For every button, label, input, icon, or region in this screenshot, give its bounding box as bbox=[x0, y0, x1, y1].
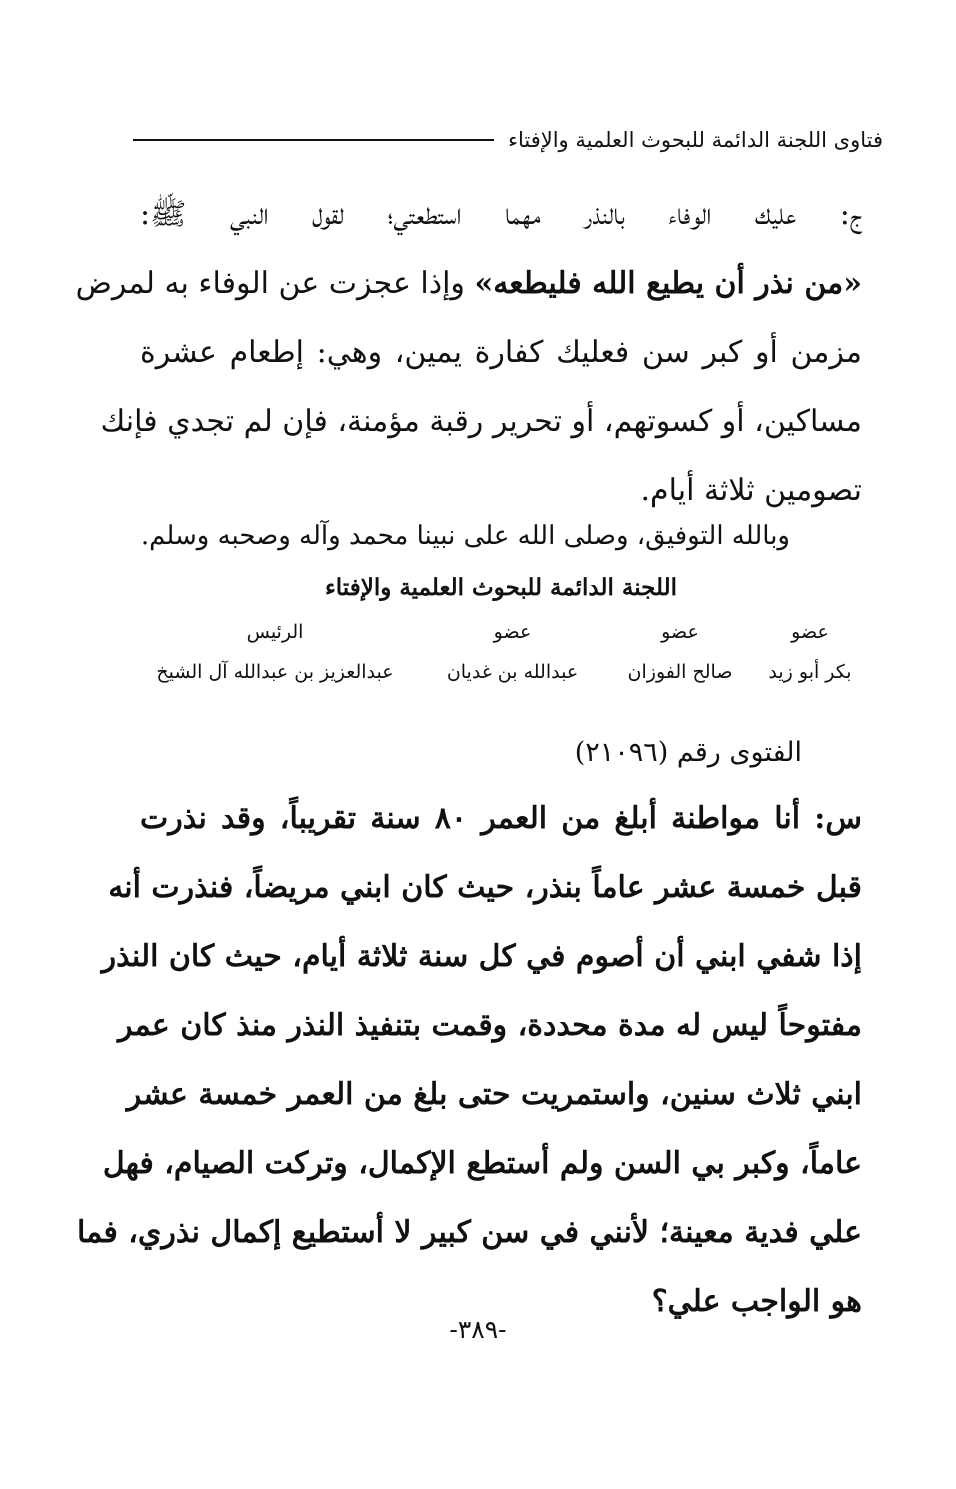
member-name: بكر أبو زيد bbox=[768, 661, 852, 683]
question-line: عاماً، وكبر بي السن ولم أستطع الإكمال، وتركت الصيام، فهل bbox=[102, 1146, 862, 1181]
member-role: الرئيس bbox=[246, 621, 304, 643]
question-line: إذا شفي ابني أن أصوم في كل سنة ثلاثة أيام، حيث كان النذر bbox=[101, 939, 862, 974]
committee-member bbox=[420, 612, 605, 692]
committee-member bbox=[140, 612, 410, 692]
fatwa-number: الفتوى رقم (٢١٠٩٦) bbox=[574, 737, 802, 768]
member-name: عبدالله بن غديان bbox=[446, 661, 579, 683]
committee-title: اللجنة الدائمة للبحوث العلمية والإفتاء bbox=[324, 574, 678, 601]
question-line: س: أنا مواطنة أبلغ من العمر ٨٠ سنة تقريباً، وقد نذرت bbox=[140, 801, 862, 836]
header-title: فتاوى اللجنة الدائمة للبحوث العلمية والإفتاء bbox=[508, 128, 883, 152]
page-number: -٣٨٩- bbox=[449, 1315, 507, 1344]
answer-paragraph bbox=[75, 180, 862, 525]
answer-line: تصومين ثلاثة أيام. bbox=[640, 473, 862, 508]
question-paragraph bbox=[76, 784, 862, 1336]
running-header bbox=[133, 120, 883, 160]
member-role: عضو bbox=[661, 621, 699, 643]
member-name: صالح الفوزان bbox=[627, 661, 733, 683]
question-line: ابني ثلاث سنين، واستمريت حتى بلغ من العمر خمسة عشر bbox=[126, 1077, 862, 1112]
answer-line: ج: عليك الوفاء بالنذر مهما استطعتي؛ لقول النبي ﷺ: bbox=[140, 197, 862, 232]
answer-line-hadith bbox=[75, 249, 862, 318]
answer-line-rest: وإذا عجزت عن الوفاء به لمرض bbox=[75, 266, 475, 301]
question-line: علي فدية معينة؛ لأنني في سن كبير لا أستطيع إكمال نذري، فما bbox=[76, 1215, 862, 1250]
answer-line: مساكين، أو كسوتهم، أو تحرير رقبة مؤمنة، فإن لم تجدي فإنك bbox=[100, 404, 862, 439]
answer-line: مزمن أو كبر سن فعليك كفارة يمين، وهي: إطعام عشرة bbox=[140, 335, 862, 370]
member-role: عضو bbox=[791, 621, 829, 643]
question-line: هو الواجب علي؟ bbox=[651, 1284, 862, 1319]
hadith-quote: «من نذر أن يطيع الله فليطعه» bbox=[474, 266, 862, 301]
member-name: عبدالعزيز بن عبدالله آل الشيخ bbox=[156, 661, 394, 683]
closing-prayer: وبالله التوفيق، وصلى الله على نبينا محمد وآله وصحبه وسلم. bbox=[140, 521, 790, 551]
member-role: عضو bbox=[493, 621, 532, 643]
question-line: مفتوحاً ليس له مدة محددة، وقمت بتنفيذ النذر منذ كان عمر bbox=[117, 1008, 862, 1043]
committee-member bbox=[605, 612, 755, 692]
header-rule bbox=[133, 139, 494, 141]
committee-member bbox=[755, 612, 865, 692]
question-line: قبل خمسة عشر عاماً بنذر، حيث كان ابني مريضاً، فنذرت أنه bbox=[108, 870, 862, 905]
